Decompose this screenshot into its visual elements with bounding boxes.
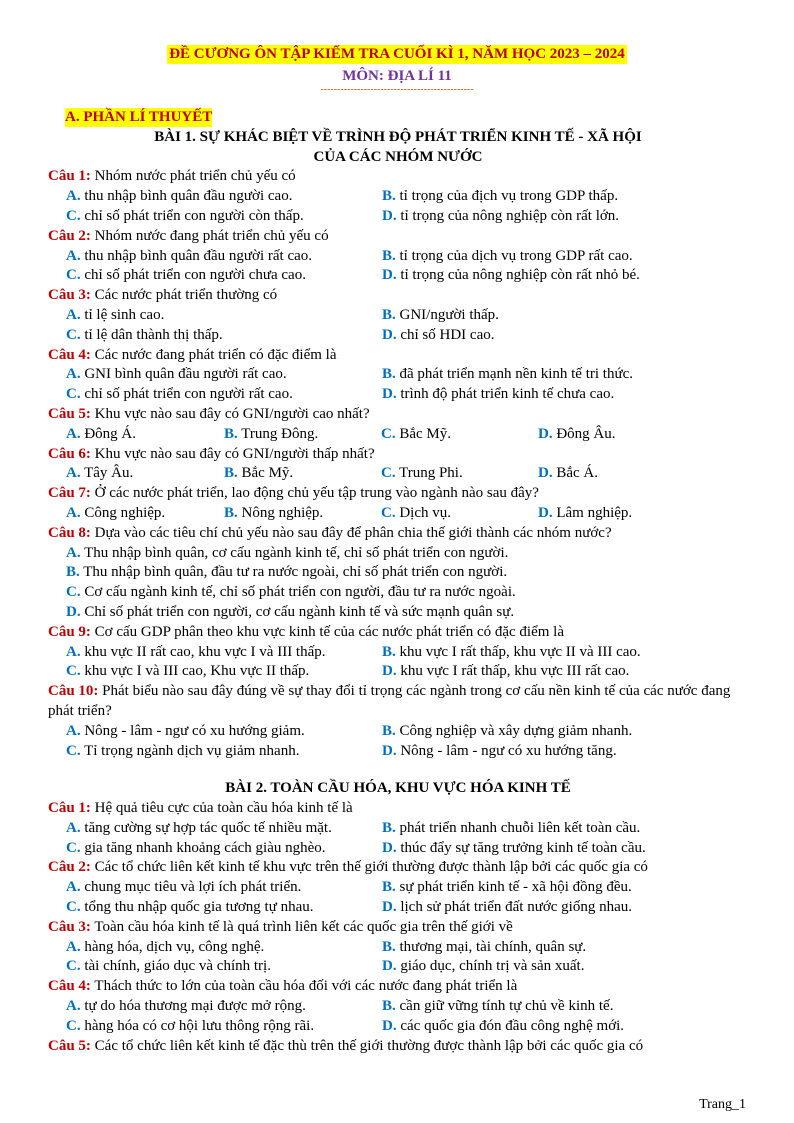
option-text: tỉ trọng của nông nghiệp còn rất lớn. — [396, 207, 620, 224]
answer-options — [48, 306, 748, 346]
option-letter: A. — [66, 938, 81, 955]
option-letter: C. — [66, 742, 81, 759]
question-label: Câu 3: — [48, 287, 91, 304]
answer-option — [66, 247, 382, 267]
option-text: tỉ lệ dân thành thị thấp. — [80, 326, 223, 343]
question — [48, 977, 748, 1036]
question-text: Các tổ chức liên kết kinh tế đặc thù trên thế giới thường được thành lập bởi các quốc gia có — [90, 1037, 644, 1054]
option-text: tự do hóa thương mại được mở rộng. — [80, 998, 306, 1015]
option-letter: D. — [382, 742, 397, 759]
question — [48, 858, 748, 917]
page-number: Trang_1 — [699, 1097, 746, 1112]
option-letter: C. — [66, 267, 81, 284]
answer-option — [382, 938, 748, 958]
answer-option — [66, 938, 382, 958]
option-text: thu nhập bình quân đầu người cao. — [80, 188, 293, 205]
option-text: Thu nhập bình quân, cơ cấu ngành kinh tế, chỉ số phát triển con người. — [80, 544, 509, 561]
answer-option — [66, 504, 224, 524]
option-text: Chỉ số phát triển con người, cơ cấu ngành kinh tế và sức mạnh quân sự. — [80, 603, 515, 620]
option-letter: B. — [382, 643, 396, 660]
option-letter: C. — [66, 839, 81, 856]
option-letter: C. — [381, 504, 396, 521]
question-stem — [48, 286, 748, 306]
option-letter: C. — [66, 663, 81, 680]
question-text: Toàn cầu hóa kinh tế là quá trình liên kết các quốc gia trên thế giới về — [90, 918, 513, 935]
answer-option — [66, 306, 382, 326]
answer-option — [538, 464, 748, 484]
option-letter: D. — [538, 504, 553, 521]
option-text: giáo dục, chính trị và sản xuất. — [396, 958, 585, 975]
question-label: Câu 3: — [48, 918, 91, 935]
option-text: phát triển nhanh chuỗi liên kết toàn cầu. — [395, 819, 641, 836]
answer-option — [382, 742, 748, 762]
question — [48, 524, 748, 623]
answer-option — [66, 326, 382, 346]
question-label: Câu 10: — [48, 683, 99, 700]
option-letter: D. — [382, 326, 397, 343]
option-text: hàng hóa, dịch vụ, công nghệ. — [80, 938, 265, 955]
option-text: tỉ trọng của địch vụ trong GDP thấp. — [395, 188, 619, 205]
option-text: Lâm nghiệp. — [552, 504, 633, 521]
answer-option — [66, 266, 382, 286]
question-text: Các tổ chức liên kết kinh tế khu vực trên thế giới thường được thành lập bởi các quốc gia có — [90, 859, 648, 876]
answer-option — [224, 425, 381, 445]
question-text: Thách thức to lớn của toàn cầu hóa đối với các nước đang phát triển là — [90, 978, 518, 995]
question-stem — [48, 1037, 748, 1057]
option-text: GNI bình quân đầu người rất cao. — [80, 366, 287, 383]
option-text: Công nghiệp. — [80, 504, 166, 521]
question-label: Câu 9: — [48, 623, 91, 640]
option-text: Nông - lâm - ngư có xu hướng giảm. — [80, 722, 305, 739]
question-text: Cơ cấu GDP phân theo khu vực kinh tế của các nước phát triển có đặc điểm là — [90, 623, 565, 640]
option-letter: A. — [66, 306, 81, 323]
answer-option — [382, 187, 748, 207]
option-text: Bắc Mỹ. — [237, 465, 294, 482]
answer-option — [382, 1017, 748, 1037]
answer-option — [66, 563, 748, 583]
answer-options — [48, 997, 748, 1037]
option-letter: A. — [66, 188, 81, 205]
content — [48, 108, 748, 1056]
option-letter: B. — [382, 366, 396, 383]
answer-options — [48, 643, 748, 683]
option-letter: C. — [66, 207, 81, 224]
answer-option — [66, 385, 382, 405]
question — [48, 623, 748, 682]
question-label: Câu 2: — [48, 227, 91, 244]
question-text: Các nước đang phát triển có đặc điểm là — [90, 346, 337, 363]
option-text: thúc đẩy sự tăng trưởng kinh tế toàn cầu. — [396, 839, 646, 856]
option-letter: A. — [66, 425, 81, 442]
option-text: Đông Âu. — [552, 425, 616, 442]
option-letter: A. — [66, 722, 81, 739]
answer-option — [66, 742, 382, 762]
question-label: Câu 5: — [48, 1037, 91, 1054]
question-stem — [48, 227, 748, 247]
option-letter: B. — [382, 819, 396, 836]
question-label: Câu 1: — [48, 168, 91, 185]
option-text: lịch sử phát triển đất nước giống nhau. — [396, 899, 632, 916]
question-label: Câu 5: — [48, 405, 91, 422]
option-letter: C. — [66, 386, 81, 403]
answer-option — [66, 997, 382, 1017]
answer-options — [48, 938, 748, 978]
question-text: Khu vực nào sau đây có GNI/người cao nhất? — [90, 405, 370, 422]
answer-option — [538, 504, 748, 524]
answer-option — [382, 326, 748, 346]
question-stem — [48, 682, 748, 722]
option-letter: C. — [66, 584, 81, 601]
option-letter: A. — [66, 366, 81, 383]
question-text: Dựa vào các tiêu chí chủ yếu nào sau đây để phân chia thế giới thành các nhóm nước? — [90, 524, 612, 541]
answer-option — [382, 898, 748, 918]
question-text: Ở các nước phát triển, lao động chủ yếu tập trung vào ngành nào sau đây? — [90, 485, 539, 502]
option-letter: B. — [224, 465, 238, 482]
option-text: tỉ trọng của nông nghiệp còn rất nhỏ bé. — [396, 267, 640, 284]
answer-options — [48, 722, 748, 762]
option-letter: B. — [382, 188, 396, 205]
answer-option — [66, 425, 224, 445]
option-text: Công nghiệp và xây dựng giảm nhanh. — [395, 722, 633, 739]
option-text: Dịch vụ. — [395, 504, 452, 521]
answer-option — [382, 247, 748, 267]
lesson1-title-line2: CỦA CÁC NHÓM NƯỚC — [313, 148, 483, 165]
option-letter: A. — [66, 504, 81, 521]
option-letter: D. — [382, 267, 397, 284]
option-text: chỉ số HDI cao. — [396, 326, 495, 343]
option-text: Bắc Á. — [552, 465, 598, 482]
option-text: sự phát triển kinh tế - xã hội đồng đều. — [395, 879, 632, 896]
option-text: tổng thu nhập quốc gia tương tự nhau. — [80, 899, 314, 916]
option-letter: A. — [66, 247, 81, 264]
option-letter: D. — [66, 603, 81, 620]
option-letter: D. — [538, 425, 553, 442]
option-letter: B. — [382, 306, 396, 323]
answer-option — [66, 207, 382, 227]
option-letter: B. — [66, 564, 80, 581]
answer-option — [224, 504, 381, 524]
question-stem — [48, 405, 748, 425]
option-text: chỉ số phát triển con người rất cao. — [80, 386, 293, 403]
option-text: khu vực II rất cao, khu vực I và III thấp. — [80, 643, 326, 660]
option-letter: A. — [66, 544, 81, 561]
option-text: cần giữ vững tính tự chủ về kinh tế. — [395, 998, 614, 1015]
answer-option — [382, 878, 748, 898]
option-letter: B. — [382, 879, 396, 896]
lesson1-questions — [48, 167, 748, 761]
question-text: Phát biểu nào sau đây đúng về sự thay đổi tỉ trọng các ngành trong cơ cấu nền kinh tế của các nước đang phát triển? — [48, 683, 735, 719]
answer-options — [48, 425, 748, 445]
question-text: Nhóm nước đang phát triển chủ yếu có — [90, 227, 329, 244]
question — [48, 346, 748, 405]
question-stem — [48, 445, 748, 465]
answer-option — [382, 266, 748, 286]
option-text: GNI/người thấp. — [395, 306, 499, 323]
option-letter: A. — [66, 643, 81, 660]
question-text: Các nước phát triển thường có — [90, 287, 278, 304]
question-stem — [48, 799, 748, 819]
option-letter: D. — [382, 663, 397, 680]
answer-option — [382, 997, 748, 1017]
question — [48, 682, 748, 761]
answer-options — [48, 464, 748, 484]
option-text: trình độ phát triển kinh tế chưa cao. — [396, 386, 615, 403]
option-text: Trung Phi. — [395, 465, 463, 482]
option-text: khu vực I rất thấp, khu vực III rất cao. — [396, 663, 630, 680]
option-letter: B. — [382, 722, 396, 739]
option-text: thu nhập bình quân đầu người rất cao. — [80, 247, 313, 264]
option-letter: C. — [381, 425, 396, 442]
answer-option — [66, 365, 382, 385]
option-text: Nông - lâm - ngư có xu hướng tăng. — [396, 742, 617, 759]
answer-options — [48, 187, 748, 227]
option-text: chỉ số phát triển con người chưa cao. — [80, 267, 306, 284]
question — [48, 445, 748, 485]
option-text: khu vực I và III cao, Khu vực II thấp. — [80, 663, 310, 680]
answer-option — [382, 957, 748, 977]
option-letter: C. — [66, 326, 81, 343]
subject-title: MÔN: ĐỊA LÍ 11 — [342, 67, 452, 84]
option-letter: B. — [224, 504, 238, 521]
option-letter: C. — [66, 1017, 81, 1034]
answer-option — [381, 425, 538, 445]
question-label: Câu 1: — [48, 800, 91, 817]
option-text: Cơ cấu ngành kinh tế, chỉ số phát triển con người, đầu tư ra nước ngoài. — [80, 584, 516, 601]
lesson1-title-line1: BÀI 1. SỰ KHÁC BIỆT VỀ TRÌNH ĐỘ PHÁT TRIỂN KINH TẾ - XÃ HỘI — [154, 128, 642, 145]
answer-option — [66, 464, 224, 484]
question-label: Câu 2: — [48, 859, 91, 876]
question — [48, 1037, 748, 1057]
option-text: tài chính, giáo dục và chính trị. — [80, 958, 271, 975]
answer-options — [48, 819, 748, 859]
answer-option — [66, 898, 382, 918]
option-letter: D. — [382, 386, 397, 403]
option-letter: D. — [382, 839, 397, 856]
answer-option — [66, 643, 382, 663]
document-title: ĐỀ CƯƠNG ÔN TẬP KIỂM TRA CUỐI KÌ 1, NĂM HỌC 2023 – 2024 — [169, 46, 625, 62]
option-text: khu vực I rất thấp, khu vực II và III cao. — [395, 643, 641, 660]
option-text: đã phát triển mạnh nền kinh tế tri thức. — [395, 366, 633, 383]
question-label: Câu 4: — [48, 978, 91, 995]
dashed-divider: ---------------------------------------------- — [320, 83, 474, 95]
answer-option — [382, 839, 748, 859]
question-text: Hệ quả tiêu cực của toàn cầu hóa kinh tế là — [90, 800, 353, 817]
option-letter: C. — [66, 958, 81, 975]
question — [48, 484, 748, 524]
option-text: Tỉ trọng ngành dịch vụ giảm nhanh. — [80, 742, 300, 759]
option-text: Trung Đông. — [237, 425, 319, 442]
question-stem — [48, 977, 748, 997]
answer-option — [382, 662, 748, 682]
option-letter: A. — [66, 998, 81, 1015]
answer-option — [66, 819, 382, 839]
option-text: các quốc gia đón đầu công nghệ mới. — [396, 1017, 625, 1034]
question-stem — [48, 623, 748, 643]
option-text: Đông Á. — [80, 425, 137, 442]
option-letter: D. — [538, 465, 553, 482]
lesson2-title: BÀI 2. TOÀN CẦU HÓA, KHU VỰC HÓA KINH TẾ — [225, 780, 571, 797]
question-label: Câu 6: — [48, 445, 91, 462]
answer-option — [66, 1017, 382, 1037]
header — [0, 45, 794, 94]
option-text: Thu nhập bình quân, đầu tư ra nước ngoài, chỉ số phát triển con người. — [79, 564, 508, 581]
option-letter: A. — [66, 819, 81, 836]
question-stem — [48, 346, 748, 366]
option-letter: B. — [224, 425, 238, 442]
option-text: Tây Âu. — [80, 465, 134, 482]
question — [48, 799, 748, 858]
question-stem — [48, 484, 748, 504]
part-a-heading: A. PHẦN LÍ THUYẾT — [65, 109, 213, 125]
question-text: Khu vực nào sau đây có GNI/người thấp nhất? — [90, 445, 375, 462]
option-letter: A. — [66, 879, 81, 896]
answer-option — [224, 464, 381, 484]
option-letter: D. — [382, 207, 397, 224]
option-text: thương mại, tài chính, quân sự. — [395, 938, 587, 955]
answer-option — [381, 504, 538, 524]
option-letter: B. — [382, 247, 396, 264]
lesson2-questions — [48, 799, 748, 1056]
option-letter: C. — [381, 465, 396, 482]
answer-option — [381, 464, 538, 484]
answer-option — [66, 662, 382, 682]
option-text: gia tăng nhanh khoảng cách giàu nghèo. — [80, 839, 326, 856]
answer-options — [48, 878, 748, 918]
question-label: Câu 8: — [48, 524, 91, 541]
question-stem — [48, 918, 748, 938]
option-letter: B. — [382, 938, 396, 955]
question-stem — [48, 858, 748, 878]
answer-option — [382, 207, 748, 227]
option-text: tăng cường sự hợp tác quốc tế nhiều mặt. — [80, 819, 332, 836]
answer-option — [382, 306, 748, 326]
question-label: Câu 7: — [48, 485, 91, 502]
answer-option — [382, 385, 748, 405]
answer-options — [48, 504, 748, 524]
question — [48, 167, 748, 226]
option-letter: B. — [382, 998, 396, 1015]
question — [48, 227, 748, 286]
answer-option — [382, 819, 748, 839]
answer-option — [66, 583, 748, 603]
option-letter: A. — [66, 465, 81, 482]
question — [48, 286, 748, 345]
answer-option — [66, 722, 382, 742]
answer-option — [66, 878, 382, 898]
option-text: tỉ lệ sinh cao. — [80, 306, 165, 323]
option-letter: C. — [66, 899, 81, 916]
question — [48, 918, 748, 977]
option-text: Bắc Mỹ. — [395, 425, 452, 442]
question-label: Câu 4: — [48, 346, 91, 363]
option-letter: D. — [382, 958, 397, 975]
answer-options — [48, 544, 748, 623]
question-text: Nhóm nước phát triển chủ yếu có — [90, 168, 296, 185]
answer-options — [48, 365, 748, 405]
option-letter: D. — [382, 899, 397, 916]
answer-option — [382, 365, 748, 385]
option-text: chỉ số phát triển con người còn thấp. — [80, 207, 304, 224]
option-letter: D. — [382, 1017, 397, 1034]
question-stem — [48, 167, 748, 187]
answer-option — [66, 187, 382, 207]
answer-options — [48, 247, 748, 287]
answer-option — [66, 957, 382, 977]
answer-option — [382, 643, 748, 663]
answer-option — [66, 544, 748, 564]
option-text: tỉ trọng của dịch vụ trong GDP rất cao. — [395, 247, 633, 264]
answer-option — [66, 603, 748, 623]
option-text: Nông nghiệp. — [237, 504, 324, 521]
option-text: hàng hóa có cơ hội lưu thông rộng rãi. — [80, 1017, 315, 1034]
answer-option — [538, 425, 748, 445]
answer-option — [66, 839, 382, 859]
answer-option — [382, 722, 748, 742]
question-stem — [48, 524, 748, 544]
question — [48, 405, 748, 445]
option-text: chung mục tiêu và lợi ích phát triển. — [80, 879, 302, 896]
